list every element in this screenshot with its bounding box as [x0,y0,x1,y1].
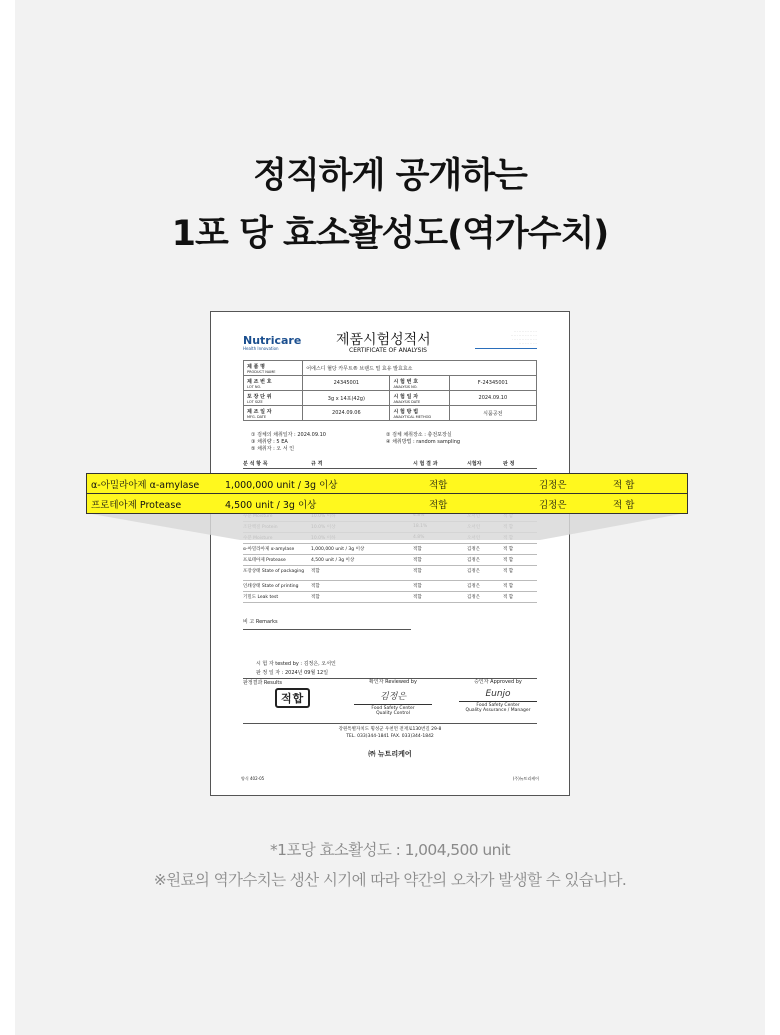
company-logo: Nutricare [243,334,302,347]
highlight-spec: 1,000,000 unit / 3g 이상 [225,480,338,491]
header-decision: 판 정 [503,461,515,467]
form-company: (주)뉴트리케어 [512,776,539,781]
logo-tagline: Health Innovation [243,346,279,351]
approver-dept: Food Safety Center [476,703,520,708]
table-row: α-아밀라아제 α-amylase 1,000,000 unit / 3g 이상 적합 김정은 적 합 [243,544,537,555]
info-value: 2024.09.10 [449,391,536,406]
remarks-label: 비 고 Remarks [243,618,411,630]
table-row: 포장상태 State of packaging 적합 적합 김정은 적 합 [243,566,537,581]
company-name: ㈜ 뉴트리케어 [368,750,412,758]
table-row: 인쇄상태 State of printing 적합 적합 김정은 적 합 [243,581,537,592]
approver-signature: Eunjo [485,689,511,699]
reviewed-by-label: 확인자 Reviewed by [369,679,417,685]
info-label: 제 조 일 자 MFG. DATE [244,406,303,421]
tested-by: 시 험 자 tested by : 김정은, 오서인 [256,661,336,667]
caption-activity-total: *1포당 효소활성도 : 1,004,500 unit [269,841,511,859]
note-line: ⑤ 채취자 : 오 서 인 [251,446,295,452]
highlight-result: 적합 [429,480,448,491]
highlight-analyst: 김정은 [539,480,567,491]
highlight-row-protease [86,493,688,514]
info-label: 제 조 번 호 LOT NO. [244,376,303,391]
info-value: 24345001 [303,376,390,391]
note-line: ① 검체의 채취일자 : 2024.09.10 [251,432,326,438]
company-phone: TEL. 033)344-1841 FAX. 033)344-1842 [346,734,434,739]
approver-role: Quality Assurance / Manager [465,708,531,713]
header-analyst: 시험자 [467,461,482,467]
info-value: F-24345001 [449,376,536,391]
header-item: 분 석 항 목 [243,461,268,467]
certificate-title-en: CERTIFICATE OF ANALYSIS [349,347,427,354]
reviewer-role: Quality Control [376,711,410,716]
note-line: ② 검체 채취장소 : 충전포장실 [386,432,452,438]
approved-by-label: 승인자 Approved by [474,679,522,685]
info-value: 어에스디 혈당 카무트® 브랜드 밀 효유 발효효소 [303,361,537,376]
highlight-decision: 적 합 [613,500,635,511]
info-label: 제 품 명 PRODUCT NAME [244,361,303,376]
info-value: 3g x 14포(42g) [303,391,390,406]
header-contact-block: · · · · · · · · · · · · · · · · · · · · · · · · · · · · · · · · · · · · · · · · · · · · · · · · · · · · · · · · · · · · [475,330,537,349]
info-label: 시 험 방 법 ANALYTICAL METHOD [390,406,449,421]
callout-connector [86,513,686,540]
highlight-result: 적합 [429,500,448,511]
highlight-item: α-아밀라아제 α-amylase [91,480,200,491]
header-spec: 규 격 [311,461,323,467]
highlight-spec: 4,500 unit / 3g 이상 [225,500,317,511]
table-row: 프로테아제 Protease 4,500 unit / 3g 이상 적합 김정은 적 합 [243,555,537,566]
highlight-decision: 적 합 [613,480,635,491]
note-line: ④ 채취방법 : random sampling [386,439,461,445]
headline-line-2: 1포 당 효소활성도(역가수치) [171,214,609,254]
info-label: 시 험 번 호 ANALYSIS NO. [390,376,449,391]
table-row: 기밀도 Leak test 적합 적합 김정은 적 합 [243,592,537,603]
form-number: 양식 402-05 [241,776,265,781]
header-result: 시 험 결 과 [413,461,438,467]
highlight-analyst: 김정은 [539,500,567,511]
reviewer-signature: 김정은 [379,692,407,702]
highlight-row-amylase [86,473,688,494]
company-address: 강원특별자치도 횡성군 우천면 전재로130번길 29-8 [243,723,537,732]
highlight-item: 프로테아제 Protease [91,500,182,511]
info-value: 2024.09.06 [303,406,390,421]
caption-disclaimer: ※원료의 역가수치는 생산 시기에 따라 약간의 오차가 발생할 수 있습니다. [153,871,627,889]
results-label: 판정결과 Results [243,678,537,686]
approval-stamp: 적합 [275,688,310,708]
info-label: 포 장 단 위 LOT SIZE [244,391,303,406]
note-line: ③ 채취량 : 5 EA [251,439,288,445]
certificate-title-ko: 제품시험성적서 [336,332,431,348]
info-label: 시 험 일 자 ANALYSIS DATE [390,391,449,406]
decision-date: 판 정 일 자 : 2024년 09월 12일 [256,670,329,676]
headline-line-1: 정직하게 공개하는 [253,156,527,196]
reviewer-dept: Food Safety Center [371,706,415,711]
info-value: 식품공전 [449,406,536,421]
